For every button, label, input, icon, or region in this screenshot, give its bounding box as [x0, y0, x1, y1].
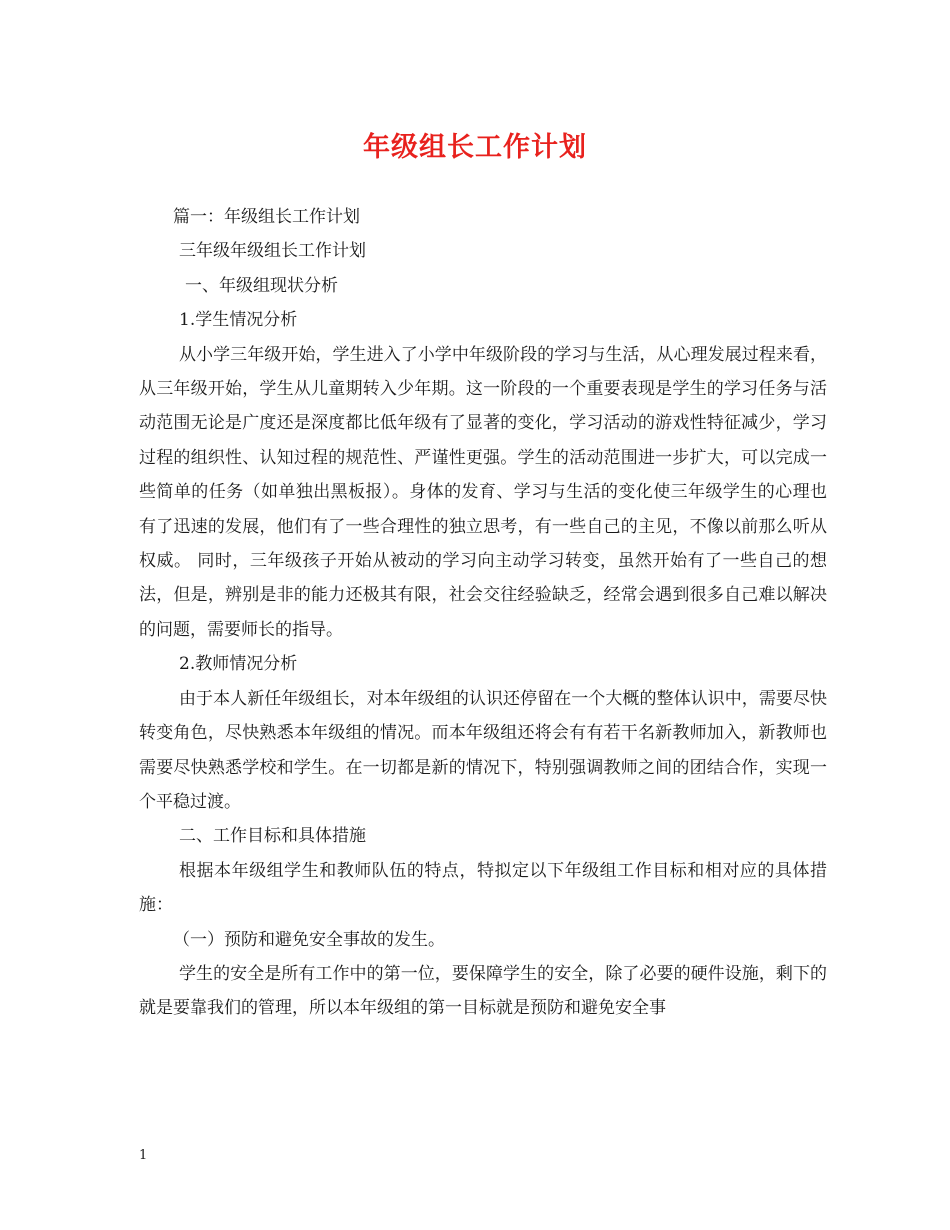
section-heading: 篇一：年级组长工作计划	[173, 207, 360, 227]
page-number: 1	[139, 1148, 148, 1163]
subsection-heading: 1.学生情况分析	[179, 310, 298, 331]
subtitle: 三年级年级组长工作计划	[179, 241, 366, 262]
body-paragraph: 由于本人新任年级组长，对本年级组的认识还停留在一个大概的整体认识中，需要尽快转变角色，尽快熟悉本年级组的情况。而本年级组还将会有有若干名新教师加入，新教师也需要尽快熟悉学校和学生。在一切都是新的情况下，特别强调教师之间的团结合作，实现一个平稳过渡。	[139, 688, 827, 812]
section-heading: 二、工作目标和具体措施	[179, 826, 366, 847]
subsection-heading: （一）预防和避免安全事故的发生。	[173, 929, 445, 950]
document-title: 年级组长工作计划	[363, 132, 587, 163]
document-body	[139, 200, 827, 1026]
body-paragraph: 根据本年级组学生和教师队伍的特点，特拟定以下年级组工作目标和相对应的具体措施：	[139, 860, 827, 916]
body-paragraph: 学生的安全是所有工作中的第一位，要保障学生的安全，除了必要的硬件设施，剩下的就是要靠我们的管理，所以本年级组的第一目标就是预防和避免安全事	[139, 963, 827, 1019]
subsection-heading: 2.教师情况分析	[179, 654, 298, 675]
section-heading: 一、年级组现状分析	[185, 275, 338, 296]
body-paragraph: 从小学三年级开始，学生进入了小学中年级阶段的学习与生活，从心理发展过程来看，从三年级开始，学生从儿童期转入少年期。这一阶段的一个重要表现是学生的学习任务与活动范围无论是广度还是深度都比低年级有了显著的变化，学习活动的游戏性特征减少，学习过程的组织性、认知过程的规范性、严谨性更强。学生的活动范围进一步扩大，可以完成一些简单的任务（如单独出黑板报）。身体的发育、学习与生活的变化使三年级学生的心理也有了迅速的发展，他们有了一些合理性的独立思考，有一些自己的主见，不像以前那么听从权威。 同时，三年级孩子开始从被动的学习向主动学习转变，虽然开始有了一些自己的想法，但是，辨别是非的能力还极其有限，社会交往经验缺乏，经常会遇到很多自己难以解决的问题，需要师长的指导。	[139, 344, 827, 640]
